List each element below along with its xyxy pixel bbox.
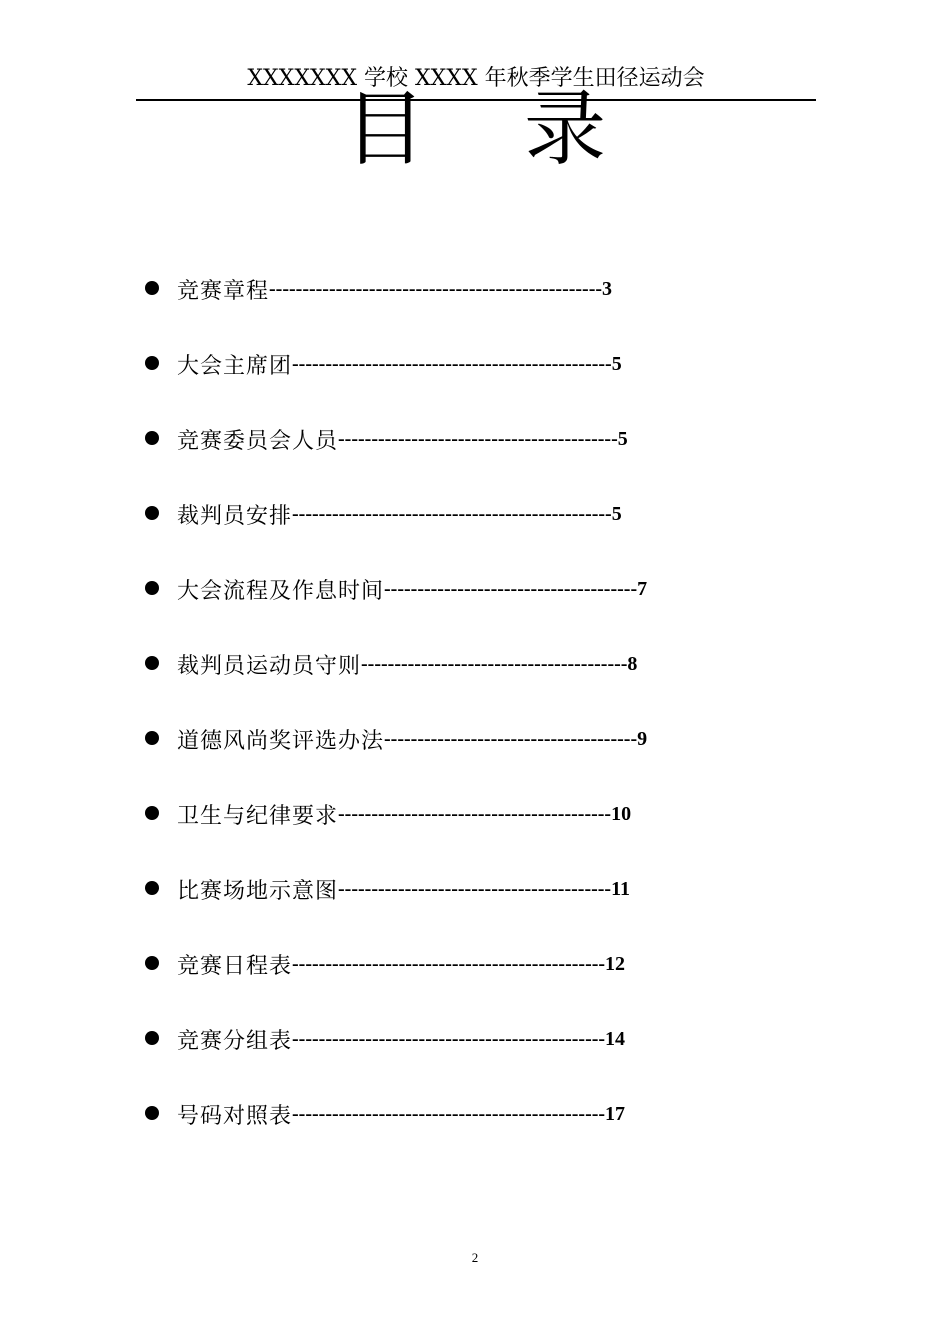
- toc-item-label: 裁判员运动员守则: [177, 654, 362, 679]
- toc-item-page: 7: [637, 578, 648, 600]
- toc-item[interactable]: [145, 477, 785, 552]
- toc-item-leader: ------------------------------------------------: [292, 503, 612, 525]
- toc-item-label: 竞赛分组表: [177, 1029, 293, 1054]
- toc-item[interactable]: [145, 402, 785, 477]
- toc-item-page: 9: [637, 728, 648, 750]
- toc-item-leader: ------------------------------------------------: [292, 353, 612, 375]
- toc-item-leader: --------------------------------------: [384, 728, 638, 750]
- bullet-icon: [145, 806, 159, 820]
- toc-item-label: 比赛场地示意图: [177, 879, 339, 904]
- toc-item[interactable]: [145, 852, 785, 927]
- toc-item-page: 5: [617, 428, 628, 450]
- bullet-icon: [145, 356, 159, 370]
- toc-item-label: 竞赛章程: [177, 279, 270, 304]
- toc-item-label: 裁判员安排: [177, 504, 293, 529]
- bullet-icon: [145, 881, 159, 895]
- toc-item[interactable]: [145, 552, 785, 627]
- running-header: XXXXXXX 学校 XXXX 年秋季学生田径运动会: [247, 66, 705, 91]
- toc-item-leader: -----------------------------------------------: [292, 1103, 606, 1125]
- bullet-icon: [145, 506, 159, 520]
- toc-item-label: 号码对照表: [177, 1104, 293, 1129]
- toc-item-leader: --------------------------------------: [384, 578, 638, 600]
- toc-item[interactable]: [145, 1002, 785, 1077]
- bullet-icon: [145, 731, 159, 745]
- toc-item-page: 11: [611, 878, 630, 900]
- table-of-contents: [145, 252, 785, 1152]
- toc-item-page: 8: [627, 653, 638, 675]
- toc-item-leader: ----------------------------------------: [361, 653, 628, 675]
- bullet-icon: [145, 431, 159, 445]
- toc-item-page: 3: [602, 278, 613, 300]
- toc-item-page: 14: [605, 1028, 626, 1050]
- toc-item-label: 道德风尚奖评选办法: [177, 729, 385, 754]
- toc-item-page: 5: [611, 503, 622, 525]
- toc-item-page: 10: [611, 803, 632, 825]
- page-number: 2: [471, 1250, 479, 1265]
- bullet-icon: [145, 281, 159, 295]
- toc-item-page: 17: [605, 1103, 626, 1125]
- toc-item[interactable]: [145, 777, 785, 852]
- toc-item-label: 竞赛委员会人员: [177, 429, 339, 454]
- toc-item-page: 5: [611, 353, 622, 375]
- toc-item[interactable]: [145, 927, 785, 1002]
- toc-item-label: 竞赛日程表: [177, 954, 293, 979]
- toc-item-leader: -----------------------------------------: [338, 803, 612, 825]
- toc-item-leader: -----------------------------------------------: [292, 953, 606, 975]
- toc-item-page: 12: [605, 953, 626, 975]
- bullet-icon: [145, 1031, 159, 1045]
- toc-item-leader: -----------------------------------------------: [292, 1028, 606, 1050]
- toc-item-leader: --------------------------------------------------: [269, 278, 603, 300]
- toc-item[interactable]: [145, 327, 785, 402]
- toc-item[interactable]: [145, 1077, 785, 1152]
- toc-item-leader: ------------------------------------------: [338, 428, 618, 450]
- toc-item-label: 卫生与纪律要求: [177, 804, 339, 829]
- toc-item[interactable]: [145, 627, 785, 702]
- bullet-icon: [145, 956, 159, 970]
- bullet-icon: [145, 656, 159, 670]
- toc-item-label: 大会流程及作息时间: [177, 579, 385, 604]
- bullet-icon: [145, 1106, 159, 1120]
- toc-item-label: 大会主席团: [177, 354, 293, 379]
- bullet-icon: [145, 581, 159, 595]
- toc-item[interactable]: [145, 252, 785, 327]
- toc-item-leader: -----------------------------------------: [338, 878, 612, 900]
- toc-item[interactable]: [145, 702, 785, 777]
- toc-title: 目 录: [343, 82, 643, 177]
